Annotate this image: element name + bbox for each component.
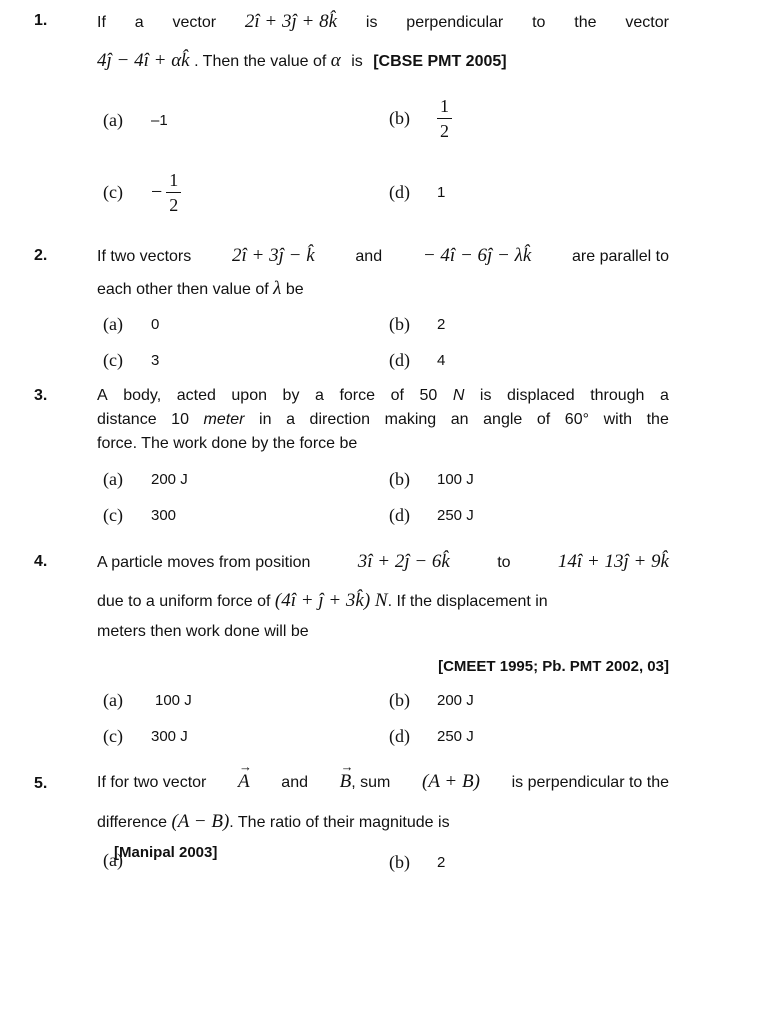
question-text-line (97, 11, 669, 34)
math-symbol: λ (273, 278, 282, 299)
question-text: If for two vector (97, 774, 207, 791)
option-label: (b) (389, 690, 410, 710)
option-a[interactable] (103, 314, 159, 335)
option-label: (d) (389, 182, 410, 202)
vector-expression: 3î + 2ĵ − 6k̂ (357, 551, 450, 572)
option-b[interactable] (389, 314, 445, 335)
question-text-line (97, 245, 669, 268)
word: a (315, 387, 324, 404)
word: body, (123, 387, 162, 404)
question-number: 2. (34, 247, 48, 264)
question-text-line (97, 278, 669, 301)
question-text-line (97, 811, 669, 834)
word: 50 (419, 387, 438, 404)
vector-expression: 14î + 13ĵ + 9k̂ (557, 551, 669, 572)
question-number: 4. (34, 553, 48, 570)
question-text: , sum (351, 774, 391, 791)
option-label: (c) (103, 182, 123, 202)
word: acted (176, 387, 216, 404)
option-value: –1 (151, 112, 168, 129)
option-label: (a) (103, 110, 123, 130)
option-label: (c) (103, 505, 123, 525)
word: to (532, 14, 546, 31)
vector-difference-expression: (A − B) (171, 811, 230, 832)
vector-symbol: → B (340, 771, 352, 793)
word: force (339, 387, 376, 404)
question-text-line: meters then work done will be (97, 623, 309, 640)
word: vector (172, 14, 217, 31)
option-label: (b) (389, 108, 410, 128)
option-value: 2 (437, 854, 446, 871)
option-label: (a) (103, 850, 123, 870)
word: distance (97, 411, 157, 428)
option-label: (a) (103, 690, 123, 710)
word: a (134, 14, 144, 31)
question-text: . If the displacement in (387, 593, 548, 610)
question-text: are parallel to (572, 248, 669, 265)
option-b[interactable] (389, 469, 474, 490)
word: and (281, 774, 308, 791)
word: the (646, 411, 669, 428)
option-label: (d) (389, 726, 410, 746)
question-text: difference (97, 814, 167, 831)
word: A (97, 387, 108, 404)
word: is (479, 387, 492, 404)
question-text-line (97, 50, 669, 73)
vector-expression: − 4î − 6ĵ − λk̂ (422, 245, 532, 266)
word: making (384, 411, 437, 428)
word: 10 (171, 411, 189, 428)
option-d[interactable] (389, 182, 445, 203)
question-text: due to a uniform force of (97, 593, 271, 610)
word: by (282, 387, 300, 404)
option-b[interactable] (389, 96, 452, 141)
exam-source: [Manipal 2003] (114, 844, 218, 861)
option-b[interactable] (389, 690, 474, 711)
fraction (166, 170, 181, 215)
word: is (365, 14, 378, 31)
option-a[interactable] (103, 690, 192, 711)
option-value: 250 J (437, 728, 474, 745)
question-text: is (351, 53, 363, 70)
option-value: 100 J (155, 692, 192, 709)
option-value: 0 (151, 316, 160, 333)
option-label: (c) (103, 350, 123, 370)
minus-sign: − (151, 181, 163, 203)
option-a[interactable] (103, 469, 188, 490)
vector-group (340, 771, 391, 794)
word: meter (203, 411, 245, 428)
question-text-line (97, 771, 669, 794)
word: an (450, 411, 469, 428)
question-text-line (97, 409, 669, 431)
option-label: (d) (389, 505, 410, 525)
word: If (97, 14, 106, 31)
question-text: If two vectors (97, 248, 192, 265)
exam-source: [CBSE PMT 2005] (373, 53, 507, 70)
word: through (590, 387, 645, 404)
word: perpendicular (406, 14, 504, 31)
option-value: 1 (437, 184, 446, 201)
fraction-denominator: 2 (169, 195, 179, 215)
question-text: is perpendicular to the (511, 774, 669, 791)
math-symbol: α (330, 50, 341, 71)
word: a (286, 411, 295, 428)
option-c[interactable] (103, 350, 159, 371)
option-label: (c) (103, 726, 123, 746)
word: a (660, 387, 669, 404)
option-c[interactable] (103, 170, 181, 215)
word: in (259, 411, 272, 428)
question-number: 1. (34, 12, 48, 29)
option-a[interactable] (103, 110, 168, 131)
vector-expression: 2î + 3ĵ + 8k̂ (244, 11, 338, 32)
option-b[interactable] (389, 852, 445, 873)
question-number: 5. (34, 775, 48, 792)
word: 60° (564, 411, 589, 428)
word: the (574, 14, 597, 31)
option-c[interactable] (103, 726, 188, 747)
question-text: . Then the value of (194, 53, 327, 70)
word: upon (231, 387, 267, 404)
option-value: 200 J (437, 692, 474, 709)
question-number: 3. (34, 387, 48, 404)
vector-expression: 2î + 3ĵ − k̂ (232, 245, 315, 266)
option-value: 300 (151, 507, 177, 524)
word: angle (483, 411, 523, 428)
exam-source: [CMEET 1995; Pb. PMT 2002, 03] (438, 658, 669, 675)
option-d[interactable] (389, 505, 474, 526)
question-text: A particle moves from position (97, 554, 311, 571)
question-text: each other then value of (97, 281, 269, 298)
vector-expression: 4ĵ − 4î + αk̂ (97, 50, 190, 71)
option-label: (a) (103, 314, 123, 334)
question-text: . The ratio of their magnitude is (229, 814, 450, 831)
word: to (497, 554, 511, 571)
vector-symbol: → A (238, 771, 250, 793)
option-value: 200 J (151, 471, 188, 488)
question-text-line (97, 590, 669, 613)
option-value: 2 (437, 316, 446, 333)
option-value: 3 (151, 352, 160, 369)
fraction-numerator: 1 (166, 170, 181, 193)
option-value: 300 J (151, 728, 188, 745)
option-label: (b) (389, 852, 410, 872)
vector-sum-expression: (A + B) (422, 771, 480, 792)
option-value: 250 J (437, 507, 474, 524)
force-expression: (4î + ĵ + 3k̂) N (274, 590, 388, 611)
option-label: (b) (389, 314, 410, 334)
option-value: 4 (437, 352, 446, 369)
fraction (437, 96, 452, 141)
word: displaced (507, 387, 575, 404)
option-value: 100 J (437, 471, 474, 488)
question-text: be (285, 281, 304, 298)
option-c[interactable] (103, 505, 176, 526)
word: N (452, 387, 465, 404)
question-text-line (97, 551, 669, 574)
question-text-line (97, 385, 669, 407)
word: direction (309, 411, 371, 428)
fraction-denominator: 2 (440, 121, 449, 141)
option-label: (b) (389, 469, 410, 489)
word: and (355, 248, 383, 265)
option-label: (d) (389, 350, 410, 370)
fraction-numerator: 1 (437, 96, 452, 119)
option-d[interactable] (389, 726, 474, 747)
word: vector (625, 14, 669, 31)
option-label: (a) (103, 469, 123, 489)
word: of (390, 387, 404, 404)
question-text-line: force. The work done by the force be (97, 435, 358, 452)
word: of (536, 411, 551, 428)
word: with (603, 411, 633, 428)
option-d[interactable] (389, 350, 445, 371)
